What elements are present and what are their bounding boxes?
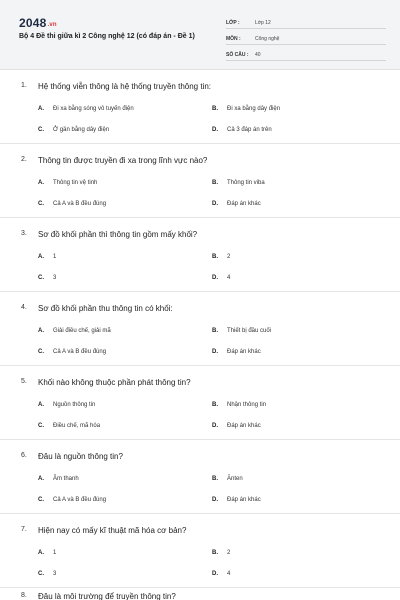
- question-number: 7.: [21, 526, 27, 533]
- question-4: [0, 292, 400, 366]
- question-number: 6.: [21, 452, 27, 459]
- question-list: [0, 70, 400, 588]
- option-b[interactable]: [212, 254, 230, 260]
- option-text: 4: [227, 571, 231, 577]
- option-b[interactable]: [212, 476, 243, 482]
- option-text: Giải điều chế, giải mã: [53, 328, 111, 334]
- option-b[interactable]: [212, 402, 266, 408]
- option-letter: D.: [212, 571, 218, 577]
- option-text: Cả A và B đều đúng: [53, 497, 107, 503]
- option-text: Âm thanh: [53, 476, 79, 482]
- option-letter: B.: [212, 402, 218, 408]
- option-letter: C.: [38, 571, 44, 577]
- question-heading: [21, 230, 197, 239]
- meta-row-class: [226, 14, 386, 29]
- question-number: 4.: [21, 304, 27, 311]
- option-c[interactable]: [38, 201, 106, 207]
- question-number: 2.: [21, 156, 27, 163]
- option-letter: B.: [212, 254, 218, 260]
- question-7: [0, 514, 400, 588]
- option-a[interactable]: [38, 476, 79, 482]
- meta-label: SỐ CÂU :: [226, 52, 249, 58]
- option-letter: A.: [38, 476, 44, 482]
- question-text: Hiện nay có mấy kĩ thuật mã hóa cơ bản?: [38, 526, 187, 535]
- option-a[interactable]: [38, 106, 134, 112]
- option-a[interactable]: [38, 328, 111, 334]
- option-text: 4: [227, 275, 231, 281]
- option-text: 3: [53, 275, 57, 281]
- option-a[interactable]: [38, 550, 56, 556]
- option-a[interactable]: [38, 402, 95, 408]
- document-title: Bộ 4 Đề thi giữa kì 2 Công nghệ 12 (có đáp án - Đề 1): [19, 33, 195, 40]
- question-text: Khối nào không thuộc phần phát thông tin?: [38, 378, 191, 387]
- option-d[interactable]: [212, 127, 272, 133]
- option-c[interactable]: [38, 423, 100, 429]
- option-d[interactable]: [212, 201, 261, 207]
- option-text: Ở gần bằng dây điện: [53, 127, 110, 133]
- option-letter: A.: [38, 180, 44, 186]
- option-letter: B.: [212, 328, 218, 334]
- question-text: Đâu là môi trường để truyền thông tin?: [38, 592, 176, 600]
- question-number: 1.: [21, 82, 27, 89]
- meta-value: Công nghệ: [255, 36, 280, 42]
- question-number: 3.: [21, 230, 27, 237]
- question-heading: [21, 526, 186, 535]
- site-logo[interactable]: [19, 16, 57, 30]
- option-c[interactable]: [38, 275, 56, 281]
- option-text: Đáp án khác: [227, 201, 261, 207]
- logo-suffix: .vn: [47, 22, 57, 28]
- option-text: 1: [53, 254, 57, 260]
- exam-meta: [226, 14, 386, 62]
- option-text: 2: [227, 254, 231, 260]
- option-letter: B.: [212, 106, 218, 112]
- question-2: [0, 144, 400, 218]
- option-text: Đáp án khác: [227, 423, 261, 429]
- meta-label: MÔN :: [226, 36, 241, 42]
- question-text: Thông tin được truyền đi xa trong lĩnh vực nào?: [38, 156, 208, 165]
- option-letter: C.: [38, 497, 44, 503]
- option-c[interactable]: [38, 571, 56, 577]
- option-letter: D.: [212, 275, 218, 281]
- option-letter: D.: [212, 423, 218, 429]
- option-text: Thông tin viba: [227, 180, 265, 186]
- option-letter: D.: [212, 127, 218, 133]
- option-text: Thông tin vệ tinh: [53, 180, 98, 186]
- question-heading: [21, 452, 123, 461]
- option-text: 2: [227, 550, 231, 556]
- option-text: Nguồn thông tin: [53, 402, 96, 408]
- option-letter: C.: [38, 423, 44, 429]
- option-letter: A.: [38, 402, 44, 408]
- question-number: 8.: [21, 592, 27, 599]
- option-d[interactable]: [212, 349, 261, 355]
- option-letter: D.: [212, 349, 218, 355]
- question-8-partial: [21, 592, 176, 600]
- logo-text: 2048: [19, 16, 47, 30]
- question-heading: [21, 156, 207, 165]
- option-letter: A.: [38, 106, 44, 112]
- question-text: Sơ đồ khối phần thu thông tin có khối:: [38, 304, 173, 313]
- question-heading: [21, 304, 173, 313]
- option-text: Đáp án khác: [227, 349, 261, 355]
- option-text: Cả A và B đều đúng: [53, 349, 107, 355]
- option-d[interactable]: [212, 275, 230, 281]
- option-letter: C.: [38, 201, 44, 207]
- option-letter: D.: [212, 497, 218, 503]
- question-1: [0, 70, 400, 144]
- option-letter: B.: [212, 550, 218, 556]
- option-letter: C.: [38, 275, 44, 281]
- option-c[interactable]: [38, 127, 109, 133]
- option-text: Ănten: [227, 476, 243, 482]
- option-text: Cả A và B đều đúng: [53, 201, 107, 207]
- question-text: Đâu là nguồn thông tin?: [38, 452, 123, 461]
- option-a[interactable]: [38, 180, 97, 186]
- meta-value: Lớp 12: [255, 20, 271, 26]
- option-letter: C.: [38, 127, 44, 133]
- option-d[interactable]: [212, 423, 261, 429]
- meta-label: LỚP :: [226, 20, 240, 26]
- option-b[interactable]: [212, 180, 265, 186]
- question-text: Hệ thống viễn thông là hệ thống truyền thông tin:: [38, 82, 212, 91]
- option-letter: C.: [38, 349, 44, 355]
- option-letter: B.: [212, 180, 218, 186]
- question-6: [0, 440, 400, 514]
- option-letter: D.: [212, 201, 218, 207]
- option-d[interactable]: [212, 571, 230, 577]
- question-heading: [21, 82, 211, 91]
- option-letter: A.: [38, 328, 44, 334]
- question-heading: [21, 378, 191, 387]
- option-text: Đi xa bằng dây điện: [227, 106, 281, 112]
- option-text: Đáp án khác: [227, 497, 261, 503]
- option-b[interactable]: [212, 328, 271, 334]
- page-header: [0, 0, 400, 70]
- option-a[interactable]: [38, 254, 56, 260]
- question-number: 5.: [21, 378, 27, 385]
- option-text: 1: [53, 550, 57, 556]
- option-letter: A.: [38, 550, 44, 556]
- option-text: Đi xa bằng sóng vô tuyến điện: [53, 106, 134, 112]
- option-letter: B.: [212, 476, 218, 482]
- option-text: Nhận thông tin: [227, 402, 267, 408]
- meta-row-question-count: [226, 46, 386, 61]
- option-text: 3: [53, 571, 57, 577]
- option-c[interactable]: [38, 497, 106, 503]
- option-d[interactable]: [212, 497, 261, 503]
- question-text: Sơ đồ khối phần thì thông tin gồm mấy khối?: [38, 230, 198, 239]
- meta-value: 40: [255, 52, 261, 58]
- meta-row-subject: [226, 30, 386, 45]
- option-b[interactable]: [212, 550, 230, 556]
- option-b[interactable]: [212, 106, 280, 112]
- option-text: Điều chế, mã hóa: [53, 423, 101, 429]
- question-5: [0, 366, 400, 440]
- option-text: Cả 3 đáp án trên: [227, 127, 272, 133]
- option-text: Thiết bị đầu cuối: [227, 328, 272, 334]
- option-c[interactable]: [38, 349, 106, 355]
- option-letter: A.: [38, 254, 44, 260]
- question-3: [0, 218, 400, 292]
